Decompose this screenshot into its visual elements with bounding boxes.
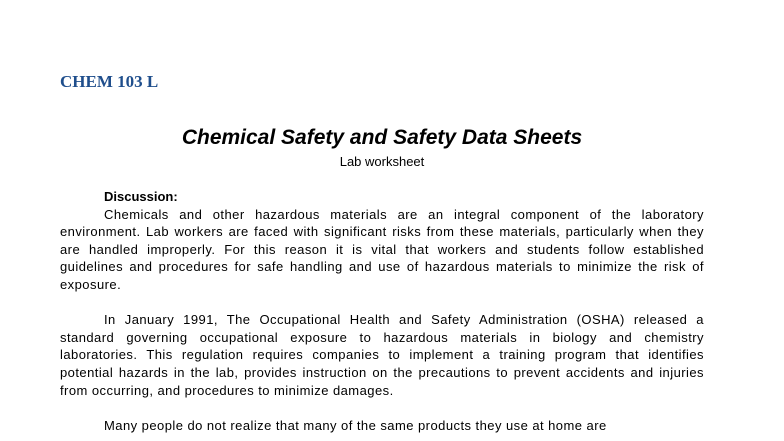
course-code: CHEM 103 L [60, 72, 159, 91]
discussion-paragraph-2: In January 1991, The Occupational Health and Safety Administration (OSHA) released a standard governing occupational exposure to hazardous materials in biology and chemistry laboratories. This regulation requires companies to implement a training program that identifies potential hazards in the lab, provides instruction on the precautions to prevent accidents and injuries from occurring, and procedures to minimize damages. [60, 312, 704, 398]
discussion-heading: Discussion: [104, 189, 178, 204]
document-subtitle: Lab worksheet [339, 154, 425, 169]
discussion-paragraph-1: Chemicals and other hazardous materials are an integral component of the laboratory environment. Lab workers are faced with significant risks from these materials, particularly when they are handled improperly. For this reason it is vital that workers and students follow established guidelines and procedures for safe handling and use of hazardous materials to minimize the risk of exposure. [60, 206, 704, 292]
discussion-section [60, 188, 704, 441]
document-title: Chemical Safety and Safety Data Sheets [181, 126, 583, 149]
discussion-paragraph-3: Many people do not realize that many of the same products they use at home are [104, 417, 607, 433]
